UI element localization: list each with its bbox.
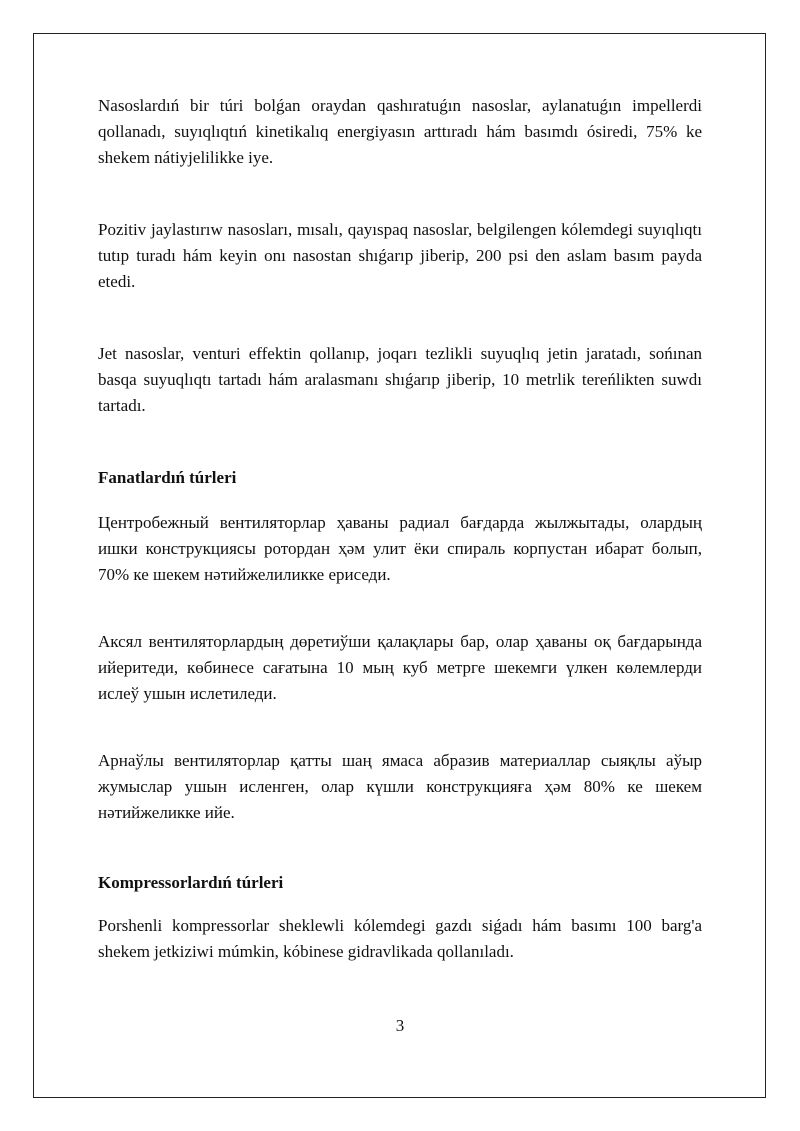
paragraph-centrifugal-fans: Центробежный вентиляторлар ҳаваны радиал бағдарда жылжытады, олардың ишки конструкциясы ротордан ҳәм улит ёки спираль корпустан ибарат болып, 70% ке шекем нәтийжелиликке ериседи. xyxy=(98,513,702,584)
page-content xyxy=(98,93,702,965)
paragraph-special-fans: Арнаўлы вентиляторлар қатты шаң ямаса абразив материаллар сыяқлы аўыр жумыслар ушын исленген, олар күшли конструкцияға ҳәм 80% ке шекем нәтийжеликке ийе. xyxy=(98,751,702,822)
paragraph-jet-pumps: Jet nasoslar, venturi effektin qollanıp, joqarı tezlikli suyuqlıq jetin jaratadı, sońınan basqa suyuqlıqtı tartadı hám aralasmanı shıǵarıp jiberip, 10 metrlik tereńlikten suwdı tartadı. xyxy=(98,344,702,415)
heading-compressor-types: Kompressorlardıń túrleri xyxy=(98,873,284,892)
heading-fan-types: Fanatlardıń túrleri xyxy=(98,468,237,487)
paragraph-axial-fans: Аксял вентиляторлардың дөретиўши қалақлары бар, олар ҳаваны оқ бағдарында ийеритеди, көбинесе сағатына 10 мың куб метрге шекемги үлкен көлемлерди ислеў ушын ислетиледи. xyxy=(98,632,702,703)
paragraph-positive-displacement-pumps: Pozitiv jaylastırıw nasosları, mısalı, qayıspaq nasoslar, belgilengen kólemdegi suyıqlıqtı tutıp turadı hám keyin onı nasostan shıǵarıp jiberip, 200 psi den aslam basım payda etedi. xyxy=(98,220,702,291)
paragraph-centrifugal-pumps: Nasoslardıń bir túri bolǵan oraydan qashıratuǵın nasoslar, aylanatuǵın impellerdi qollanadı, suyıqlıqtıń kinetikalıq energiyasın arttıradı hám basımdı ósiredi, 75% ke shekem nátiyjelilikke iye. xyxy=(98,96,702,167)
page-number: 3 xyxy=(395,1016,405,1035)
paragraph-reciprocating-compressors: Porshenli kompressorlar sheklewli kólemdegi gazdı siǵadı hám basımı 100 barg'a shekem jetkiziwi múmkin, kóbinese gidravlikada qollanıladı. xyxy=(98,916,702,961)
